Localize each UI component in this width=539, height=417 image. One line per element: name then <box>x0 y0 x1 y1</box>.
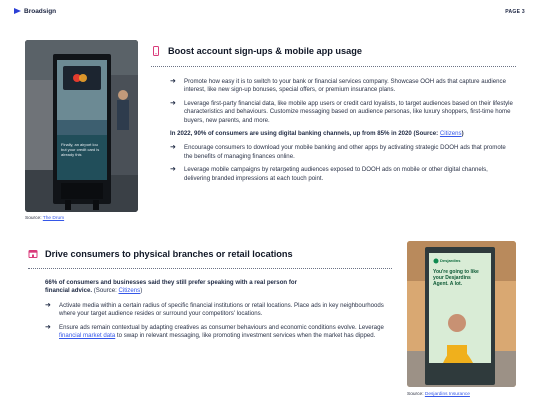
photo-source: Source: The Drum <box>25 216 65 221</box>
store-icon <box>28 249 38 259</box>
brand-logo <box>14 8 56 15</box>
section-title-signups: Boost account sign-ups & mobile app usage <box>151 46 362 56</box>
section-divider <box>28 268 392 269</box>
source-link-citizens[interactable]: Citizens <box>439 130 462 138</box>
source-link-the-drum[interactable]: The Drum <box>42 216 65 221</box>
link-financial-market-data[interactable]: financial market data <box>59 332 116 340</box>
arrow-icon: ➜ <box>170 78 176 85</box>
arrow-icon: ➜ <box>170 144 176 152</box>
photo-source: Source: Desjardins Insurance <box>407 392 470 397</box>
page-number: PAGE 3 <box>505 9 525 15</box>
arrow-icon: ➜ <box>170 99 176 107</box>
stat-digital-banking: In 2022, 90% of consumers are using digital banking channels, up from 85% in 2020 (Source: Citizens) <box>170 130 464 138</box>
photo-ad-brand: Desjardins <box>440 258 461 263</box>
list-item: ➜ Leverage mobile campaigns by retargeting audiences exposed to DOOH ads on mobile or other digital channels, delivering branded impressions at each touch point. <box>170 166 488 182</box>
arrow-icon: ➜ <box>170 166 176 174</box>
brand-name: Broadsign <box>24 8 57 15</box>
photo-ad-text: Finally, an airport lou but your credit card is already this <box>61 142 100 157</box>
stat-real-person: 66% of consumers and businesses said they still prefer speaking with a real person for financial advice. (Source: Citizens) <box>45 279 297 295</box>
ooh-ad-photo <box>25 40 138 212</box>
section1-body <box>170 78 515 188</box>
list-item: ➜ Activate media within a certain radius of specific financial institutions or retail locations. Place ads in key neighbourhoods where your target audience resides or surround your competitors' locations. <box>45 301 384 318</box>
mobile-phone-icon <box>151 46 161 56</box>
broadsign-logo-icon <box>14 8 21 15</box>
source-link-desjardins[interactable]: Desjardins Insurance <box>424 392 470 397</box>
list-item: ➜ Promote how easy it is to switch to your bank or financial services company. Showcase OOH ads that capture audience interest, like new sign-up bonuses, special offers, or premium insurance plans. <box>170 78 506 94</box>
section2-body <box>45 279 390 345</box>
desjardins-ad-photo <box>407 241 516 387</box>
photo-ad-text: You're going to like your Desjardins Agent. A lot. <box>433 269 479 287</box>
list-item: ➜ Encourage consumers to download your mobile banking and other apps by activating strategic DOOH ads that promote the benefits of managing finances online. <box>170 144 506 160</box>
list-item: ➜ Leverage first-party financial data, like mobile app users or credit card loyalists, to target audiences based on their lifestyle characteristics and behaviours. Customize messaging based on audience personas, like luxury shoppers, first-time home buyers, new parents, and more. <box>170 99 513 124</box>
section-divider <box>151 66 516 67</box>
arrow-icon: ➜ <box>45 301 51 309</box>
list-item: ➜ Ensure ads remain contextual by adapting creatives as consumer behaviours and economic conditions evolve. Leverage financial market data to swap in relevant messaging, like promoting investment services when the market has dipped. <box>45 323 384 340</box>
source-link-citizens[interactable]: Citizens <box>118 287 141 295</box>
arrow-icon: ➜ <box>45 323 51 331</box>
section-title-branches: Drive consumers to physical branches or retail locations <box>28 249 293 259</box>
